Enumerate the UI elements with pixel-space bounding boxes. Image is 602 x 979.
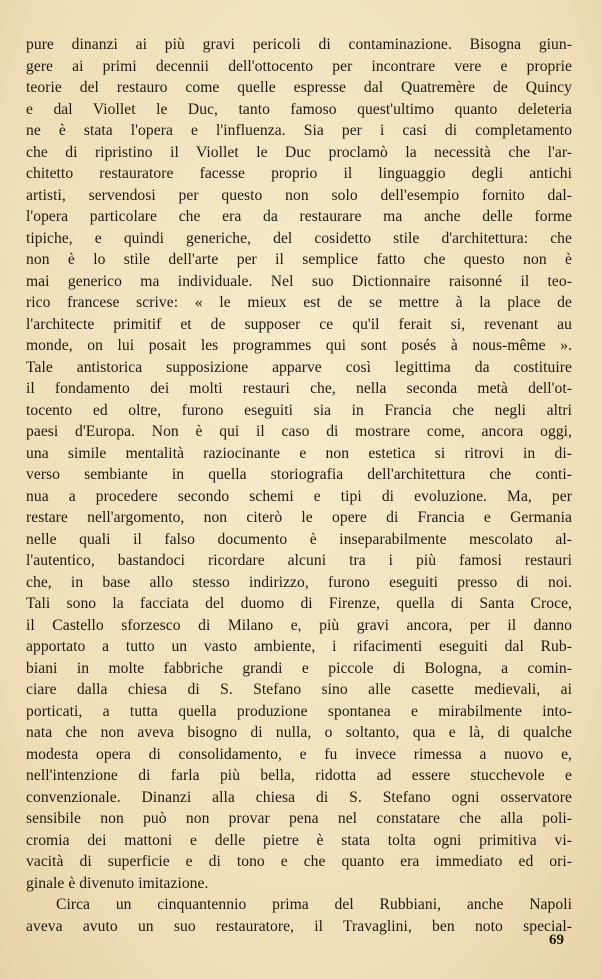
text-line: pure dinanzi ai più gravi pericoli di contaminazione. Bisogna giun- xyxy=(26,36,572,53)
text-line: il Castello sforzesco di Milano e, più gravi ancora, per il danno xyxy=(26,616,572,634)
text-line: rico francese scrive: « le mieux est de se mettre à la place de xyxy=(26,294,572,311)
text-line: gere ai primi decennii dell'ottocento per incontrare vere e proprie xyxy=(26,57,572,75)
text-line: che di ripristino il Viollet le Duc proclamò la necessità che l'ar- xyxy=(26,143,572,161)
text-line: una simile mentalità raziocinante e non estetica si ritrovi in di- xyxy=(26,444,572,462)
text-line: tocento ed oltre, furono eseguiti sia in Francia che negli altri xyxy=(26,401,572,419)
text-line: vacità di superficie e di tono e che quanto era immediato ed ori- xyxy=(26,853,572,870)
text-line: e dal Viollet le Duc, tanto famoso quest'ultimo quanto deleteria xyxy=(26,100,572,118)
text-line: apportato a tutto un vasto ambiente, i rifacimenti eseguiti dal Rub- xyxy=(26,638,572,655)
text-line: teorie del restauro come quelle espresse dal Quatremère de Quincy xyxy=(26,79,572,96)
text-line: Tale antistorica supposizione apparve così legittima da costituire xyxy=(26,358,572,376)
text-line: nua a procedere secondo schemi e tipi di evoluzione. Ma, per xyxy=(26,487,572,505)
text-line: cromia dei mattoni e delle pietre è stata tolta ogni primitiva vi- xyxy=(26,831,572,849)
text-line: mai generico ma individuale. Nel suo Dictionnaire raisonné il teo- xyxy=(26,272,572,290)
text-line: modesta opera di consolidamento, e fu invece rimessa a nuovo e, xyxy=(26,745,572,763)
text-line: Circa un cinquantennio prima del Rubbiani, anche Napoli xyxy=(56,896,572,913)
text-line: sensibile non può non provar pena nel constatare che alla poli- xyxy=(26,810,572,827)
text-line: ciare dalla chiesa di S. Stefano sino alle casette medievali, ai xyxy=(26,681,572,698)
text-line: l'architecte primitif et de supposer ce qu'il ferait si, revenant au xyxy=(26,315,572,333)
text-line: restare nell'argomento, non citerò le opere di Francia e Germania xyxy=(26,509,572,526)
text-line: il fondamento dei molti restauri che, nella seconda metà dell'ot- xyxy=(26,380,572,397)
text-line: ginale è divenuto imitazione. xyxy=(26,874,209,892)
text-line: non è lo stile dell'arte per il semplice fatto che questo non è xyxy=(26,251,572,268)
text-line: l'autentico, bastandoci ricordare alcuni tra i più famosi restauri xyxy=(26,552,572,569)
text-line: nata che non aveva bisogno di nulla, o soltanto, qua e là, di qualche xyxy=(26,724,572,741)
text-line: ne è stata l'opera e l'influenza. Sia per i casi di completamento xyxy=(26,122,572,139)
text-line: porticati, a tutta quella produzione spontanea e mirabilmente into- xyxy=(26,702,572,720)
text-line: che, in base allo stesso indirizzo, furono eseguiti presso di noi. xyxy=(26,573,572,591)
text-line: monde, on lui posait les programmes qui sont posés à nous-même ». xyxy=(26,337,572,354)
text-line: Tali sono la facciata del duomo di Firenze, quella di Santa Croce, xyxy=(26,595,572,612)
text-line: convenzionale. Dinanzi alla chiesa di S. Stefano ogni osservatore xyxy=(26,788,572,806)
page-number: 69 xyxy=(549,932,564,948)
text-line: nell'intenzione di farla più bella, ridotta ad essere stucchevole e xyxy=(26,767,572,784)
text-line: nelle quali il falso documento è inseparabilmente mescolato al- xyxy=(26,530,572,548)
text-line: chitetto restauratore facesse proprio il linguaggio degli antichi xyxy=(26,165,572,182)
text-line: tipiche, e quindi generiche, del cosidetto stile d'architettura: che xyxy=(26,229,572,247)
text-line: paesi d'Europa. Non è qui il caso di mostrare come, ancora oggi, xyxy=(26,423,572,440)
text-line: artisti, servendosi per questo non solo dell'esempio fornito dal- xyxy=(26,186,572,204)
text-line: biani in molte fabbriche grandi e piccole di Bologna, a comin- xyxy=(26,659,572,677)
body-text xyxy=(26,34,572,937)
text-line: verso sembiante in quella storiografia dell'architettura che conti- xyxy=(26,466,572,483)
text-line: aveva avuto un suo restauratore, il Travaglini, ben noto special- xyxy=(26,917,572,935)
text-line: l'opera particolare che era da restaurare ma anche delle forme xyxy=(26,208,572,225)
